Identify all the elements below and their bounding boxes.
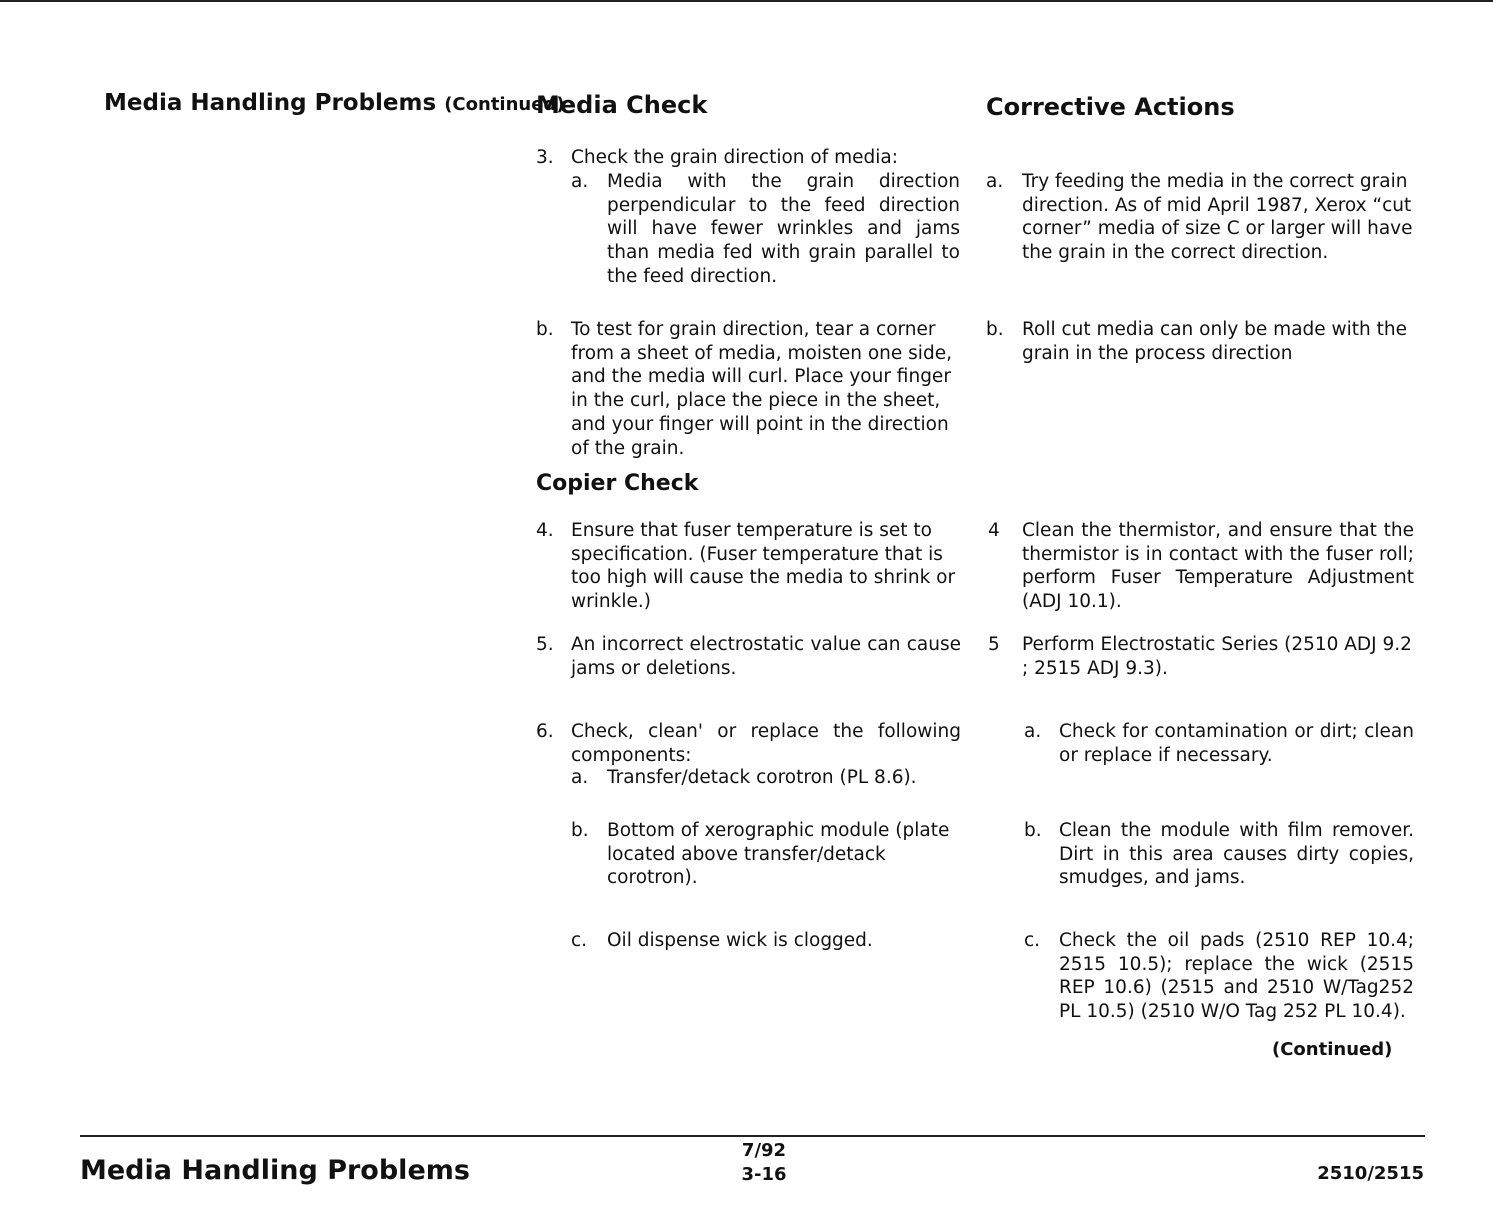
footer-title: Media Handling Problems [80,1155,470,1186]
action-6a-text: Check for contamination or dirt; clean or replace if necessary. [1059,721,1414,766]
check-6c-letter: c. [571,930,588,951]
action-3b-letter: b. [986,319,1004,340]
check-3-text: Check the grain direction of media: [571,147,898,168]
section-heading-title: Media Handling Problems [104,90,437,116]
action-6b-text: Clean the module with film remover. Dirt in this area causes dirty copies, smudges, and jams. [1059,820,1414,889]
footer-date: 7/92 [741,1140,787,1161]
action-6b-letter: b. [1024,820,1042,841]
media-check-heading: Media Check [536,91,708,119]
check-6-text: Check, clean' or replace the following components: [571,721,961,766]
action-3a-text: Try feeding the media in the correct grain direction. As of mid April 1987, Xerox “cut corner” media of size C or larger will have the grain in the correct direction. [1022,171,1413,264]
action-3a-letter: a. [986,171,1004,192]
action-6c-letter: c. [1024,930,1041,951]
footer-rule [80,1135,1425,1137]
action-4-text: Clean the thermistor, and ensure that the thermistor is in contact with the fuser roll; perform Fuser Temperature Adjustment (ADJ 10.1). [1022,520,1414,613]
action-5-text: Perform Electrostatic Series (2510 ADJ 9.2 ; 2515 ADJ 9.3). [1022,634,1412,679]
footer-page-number: 3-16 [741,1164,787,1185]
check-3b-text: To test for grain direction, tear a corner from a sheet of media, moisten one side, and the media will curl. Place your finger in the curl, place the piece in the sheet, and your finger will point in the direction of the grain. [571,319,952,459]
copier-check-heading: Copier Check [536,471,699,496]
corrective-actions-heading: Corrective Actions [986,93,1235,121]
check-6c-text: Oil dispense wick is clogged. [607,930,873,951]
action-4-number: 4 [988,520,1000,541]
check-4-number: 4. [536,520,554,541]
action-6c-text: Check the oil pads (2510 REP 10.4; 2515 10.5); replace the wick (2515 REP 10.6) (2515 and 2510 W/Tag252 PL 10.5) (2510 W/O Tag 252 PL 10.4). [1059,930,1414,1023]
check-3b-letter: b. [536,319,554,340]
check-6b-text: Bottom of xerographic module (plate located above transfer/detack corotron). [607,820,950,889]
check-3-number: 3. [536,147,554,168]
check-6a-letter: a. [571,767,589,788]
check-3a-text: Media with the grain direction perpendicular to the feed direction will have fewer wrinkles and jams than media fed with grain parallel to the feed direction. [607,171,960,287]
section-heading-continued: (Continued) [444,94,565,115]
check-3a-letter: a. [571,171,589,192]
section-heading [104,90,565,116]
continued-note: (Continued) [1272,1039,1393,1060]
action-5-number: 5 [988,634,1000,655]
check-5-number: 5. [536,634,554,655]
check-5-text: An incorrect electrostatic value can cause jams or deletions. [571,634,961,679]
check-6a-text: Transfer/detack corotron (PL 8.6). [607,767,917,788]
check-4-text: Ensure that fuser temperature is set to specification. (Fuser temperature that is too high will cause the media to shrink or wrinkle.) [571,520,956,613]
check-6-number: 6. [536,721,554,742]
footer-model: 2510/2515 [1317,1163,1424,1184]
check-6b-letter: b. [571,820,589,841]
action-3b-text: Roll cut media can only be made with the grain in the process direction [1022,319,1408,364]
action-6a-letter: a. [1024,721,1042,742]
top-rule [0,0,1493,2]
